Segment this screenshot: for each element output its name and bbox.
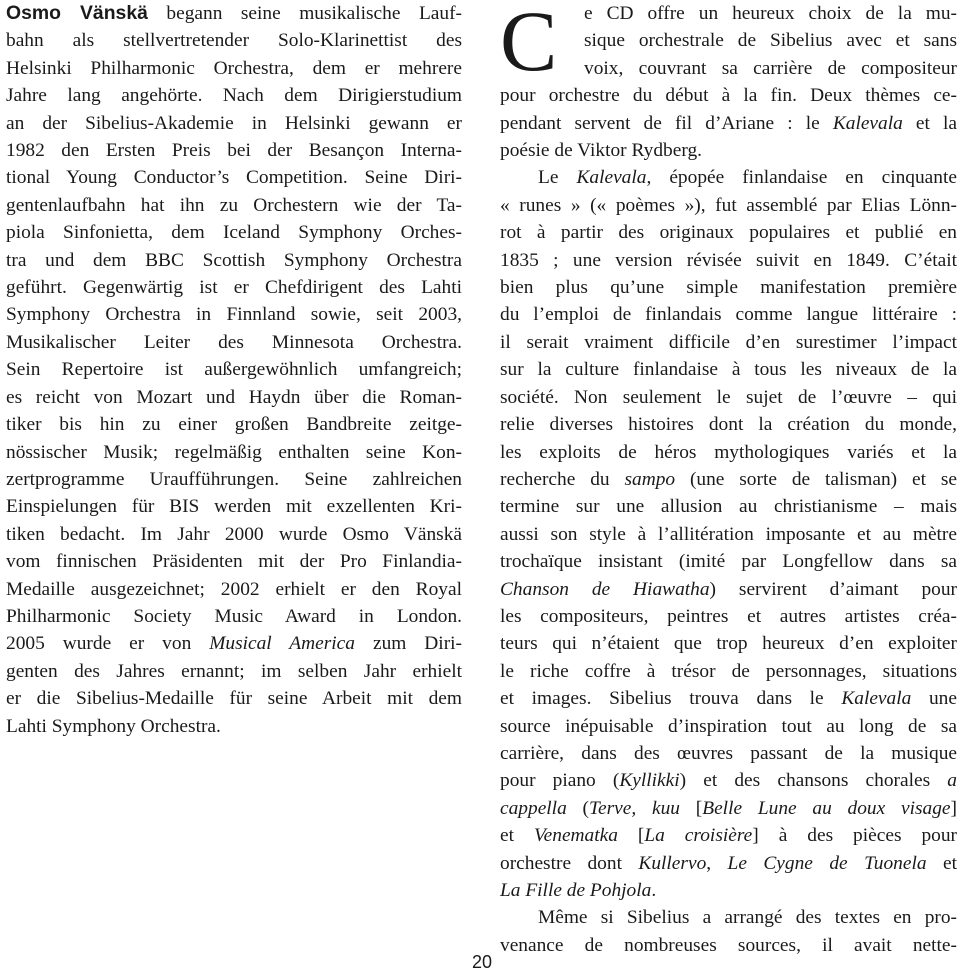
text-line: an der Sibelius-Akademie in Helsinki gewann er <box>6 112 462 134</box>
publication-title: Musical America <box>209 633 355 655</box>
text-line: sur la culture finlandaise à tous les niveaux de la <box>500 359 957 381</box>
text-line: teurs qui n’étaient que trop heureux d’en exploiter <box>500 633 957 655</box>
text-line: aussi son style à l’allitération imposante et au mètre <box>500 523 957 545</box>
biography-column <box>6 0 462 740</box>
text-line: pour orchestre du début à la fin. Deux thèmes ce- <box>500 85 957 107</box>
text-line: pendant servent de fil d’Ariane : le Kalevala et la <box>500 112 957 134</box>
text-line: Même si Sibelius a arrangé des textes en pro- <box>538 907 957 929</box>
text-line: relie diverses histoires dont la création du monde, <box>500 414 957 436</box>
text-line: Chanson de Hiawatha) servirent d’aimant pour <box>500 578 957 600</box>
text-line: et Venematka [La croisière] à des pièces pour <box>500 825 958 847</box>
text-line: poésie de Viktor Rydberg. <box>500 140 702 162</box>
text-line: Philharmonic Society Music Award in London. <box>6 605 462 627</box>
text-line: cappella (Terve, kuu [Belle Lune au doux visage] <box>500 797 958 819</box>
text-line: venance de nombreuses sources, il avait nette- <box>500 934 957 956</box>
text-line: Symphony Orchestra in Finnland sowie, seit 2003, <box>6 304 462 326</box>
text-line: sique orchestrale de Sibelius avec et sans <box>584 30 957 52</box>
text-line: es reicht von Mozart und Haydn über die Roman- <box>6 386 462 408</box>
text-line: du l’emploi de finlandais comme langue littéraire : <box>500 304 957 326</box>
text-line: piola Sinfonietta, dem Iceland Symphony Orches- <box>6 222 462 244</box>
text-line: nössischer Musik; regelmäßig enthalten seine Kon- <box>6 441 462 463</box>
artist-name: Osmo Vänskä <box>6 2 148 24</box>
text-line: il serait vraiment difficile d’en surestimer l’impact <box>500 331 957 353</box>
text-line: voix, couvrant sa carrière de compositeur <box>584 57 957 79</box>
text-line: société. Non seulement le sujet de l’œuvre – qui <box>500 386 957 408</box>
text-line: geführt. Gegenwärtig ist er Chefdirigent des Lahti <box>6 277 462 299</box>
text-line: bahn als stellvertretender Solo-Klarinettist des <box>6 30 462 52</box>
text-line: Sein Repertoire ist außergewöhnlich umfangreich; <box>6 359 462 381</box>
text-line: bien plus qu’une simple manifestation première <box>500 277 957 299</box>
text-line: termine sur une allusion au christianisme – mais <box>500 496 957 518</box>
text-line: Jahre lang angehörte. Nach dem Dirigierstudium <box>6 85 462 107</box>
text-line: orchestre dont Kullervo, Le Cygne de Tuonela et <box>500 852 958 874</box>
text-line: 1835 ; une version révisée suivit en 1849. C’était <box>500 249 957 271</box>
text-line: rot à partir des originaux populaires et publié en <box>500 222 957 244</box>
text-line: Lahti Symphony Orchestra. <box>6 715 221 737</box>
text-line: zertprogramme Uraufführungen. Seine zahlreichen <box>6 468 462 490</box>
text-line: trochaïque insistant (imité par Longfellow dans sa <box>500 551 957 573</box>
text-line: vom finnischen Präsidenten mit der Pro Finlandia- <box>6 551 462 573</box>
text-line: pour piano (Kyllikki) et des chansons chorales a <box>500 770 957 792</box>
text-line: les exploits de héros mythologiques variés et la <box>500 441 957 463</box>
page-number: 20 <box>471 952 493 972</box>
text-line: 1982 den Ersten Preis bei der Besançon Interna- <box>6 140 462 162</box>
text-line: er die Sibelius-Medaille für seine Arbeit mit dem <box>6 688 462 710</box>
text-line: le riche coffre à trésor de personnages, situations <box>500 660 957 682</box>
text-line: tional Young Conductor’s Competition. Seine Diri- <box>6 167 462 189</box>
text-line: genten des Jahres ernannt; im selben Jahr erhielt <box>6 660 462 682</box>
liner-notes-column <box>500 0 957 959</box>
text-line: gentenlaufbahn hat ihn zu Orchestern wie der Ta- <box>6 194 462 216</box>
text-line: et images. Sibelius trouva dans le Kalevala une <box>500 688 957 710</box>
text-line: 2005 wurde er von Musical America zum Diri- <box>6 633 462 655</box>
text-line: tiken bedacht. Im Jahr 2000 wurde Osmo Vänskä <box>6 523 462 545</box>
text-line: La Fille de Pohjola. <box>500 880 657 901</box>
text-line: source inépuisable d’inspiration tout au long de sa <box>500 715 957 737</box>
text-line: les compositeurs, peintres et autres artistes créa- <box>500 605 957 627</box>
text-line: Musikalischer Leiter des Minnesota Orchestra. <box>6 331 462 353</box>
text-line: Medaille ausgezeichnet; 2002 erhielt er den Royal <box>6 578 462 600</box>
drop-cap: C <box>500 0 558 89</box>
text-line: Einspielungen für BIS werden mit exzellenten Kri- <box>6 496 462 518</box>
text-line: tra und dem BBC Scottish Symphony Orchestra <box>6 249 462 271</box>
text-line: recherche du sampo (une sorte de talisman) et se <box>500 468 957 490</box>
text-line: Le Kalevala, épopée finlandaise en cinquante <box>538 167 957 189</box>
text-line: e CD offre un heureux choix de la mu- <box>584 3 957 24</box>
text-line: carrière, dans des œuvres passant de la musique <box>500 742 957 764</box>
text-line: « runes » (« poèmes »), fut assemblé par Elias Lönn- <box>500 194 957 216</box>
text-line: Helsinki Philharmonic Orchestra, dem er mehrere <box>6 57 462 79</box>
text-line: Osmo Vänskä begann seine musikalische Lauf- <box>6 2 462 24</box>
text-line: tiker bis hin zu einer großen Bandbreite zeitge- <box>6 414 462 436</box>
